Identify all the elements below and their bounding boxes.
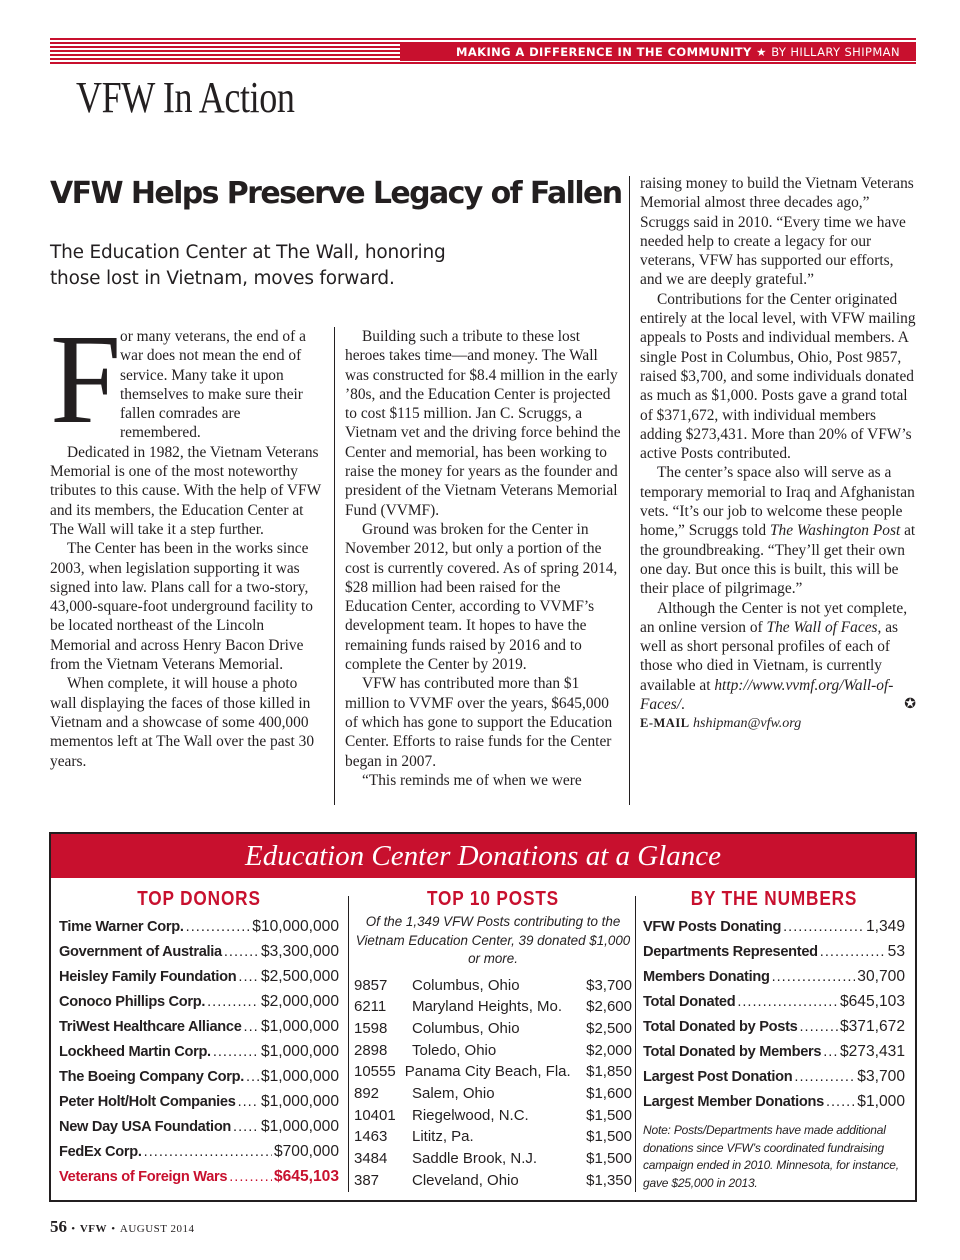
by-numbers-note: Note: Posts/Departments have made additional donations since VFW’s coordinated fundraising campaign ended in 2010. Minnesota, for instance, gave $25,000 in 2013. [643,1123,899,1190]
row-value: 30,700 [857,968,905,985]
row-value: $2,000,000 [260,993,339,1010]
post-number: 10555 [354,1063,396,1081]
row-label: FedEx Corp. [59,1144,142,1160]
row-value: $2,500,000 [260,968,339,985]
row-value: $645,103 [839,993,905,1010]
dot-leader [244,1015,259,1040]
row-label: Departments Represented [643,944,818,960]
row-value: $371,672 [839,1018,905,1035]
list-row [643,1089,905,1114]
email-label: E-MAIL [640,716,690,731]
list-row [59,1064,339,1089]
magazine-name: VFW [79,1223,108,1235]
dot-leader [794,1065,855,1090]
list-row [643,1014,905,1039]
end-mark-icon: ✪ [904,697,916,713]
email-link[interactable]: hshipman@vfw.org [693,716,802,732]
post-number: 6211 [354,998,387,1016]
article-headline: VFW Helps Preserve Legacy of Fallen [50,176,622,211]
post-row [354,1018,632,1040]
paragraph: VFW has contributed more than $1 million to VVMF over the years, $645,000 of which has gone to support the Education Center. Efforts to raise funds for the Center began in 2007. [345,675,613,770]
post-city: Columbus, Ohio [412,976,520,994]
post-city: Saddle Brook, N.J. [412,1150,538,1167]
list-row [59,989,339,1014]
post-city: Salem, Ohio [412,1084,495,1102]
row-label: Members Donating [643,969,770,985]
row-value: $645,103 [273,1168,339,1185]
row-label: VFW Posts Donating [643,919,782,935]
post-row [354,1083,632,1105]
dot-leader [783,915,864,940]
post-city: Panama City Beach, Fla. [404,1063,571,1081]
top-donors-list [59,886,339,1189]
post-amount: $2,000 [586,1041,632,1059]
wall-of-faces-link[interactable]: http://www.vvmf.org/Wall-of-Faces/ [640,676,894,714]
paragraph: or many veterans, the end of a war does not mean the end of service. Many take it upon themselves to make sure their fallen comrades are remembered. [120,328,306,442]
dot-leader [246,1065,259,1090]
section-title: VFW In Action [76,73,295,122]
row-label: Government of Australia [59,944,222,960]
paragraph: The Center has been in the works since 2003, when legislation supporting it was signed into law. Plans call for a two-story, 43,000-square-foot underground facility to be located northeast of the Lincoln Memorial and across Henry Bacon Drive from the Vietnam Veterans Memorial. [50,540,314,674]
post-number: 2898 [354,1041,388,1059]
dot-leader [229,1165,272,1190]
post-amount: $3,700 [586,976,632,994]
post-row [354,996,632,1018]
dot-leader [207,990,259,1015]
post-number: 1598 [354,1019,388,1037]
dot-leader [820,940,886,965]
star-icon: ★ [756,45,767,59]
list-row [59,1039,339,1064]
top-posts-heading: TOP 10 POSTS [426,888,560,910]
post-amount: $1,500 [586,1150,632,1167]
row-label: Total Donated by Posts [643,1019,798,1035]
top-donors-heading: TOP DONORS [137,888,261,910]
post-amount: $1,500 [586,1106,632,1124]
post-number: 9857 [354,976,388,994]
row-label: Veterans of Foreign Wars [59,1169,228,1185]
dot-leader [800,1015,838,1040]
paragraph: Ground was broken for the Center in November 2012, but only a portion of the cost is currently covered. As of spring 2014, $28 million had been raised for the Education Center, according to VVMF’s development team. It hopes to have the remaining funds raised by 2016 and to complete the Center by 2019. [345,520,618,674]
row-label: New Day USA Foundation [59,1119,232,1135]
by-numbers-heading: BY THE NUMBERS [690,888,858,910]
row-value: $1,000 [857,1093,905,1110]
list-row [59,1089,339,1114]
row-value: $1,000,000 [260,1118,339,1135]
post-row [354,1170,632,1192]
post-amount: $2,600 [586,998,632,1016]
issue-date: AUGUST 2014 [119,1223,195,1235]
row-label: Conoco Phillips Corp. [59,994,206,1010]
page-number: 56 [50,1217,67,1236]
post-row [354,1126,632,1148]
publication-name: The Washington Post [769,522,901,540]
paragraph: raising money to build the Vietnam Veterans Memorial almost three decades ago,” Scruggs said in 2010. “Every time we have needed help to create a legacy for our veterans, VFW has supported our efforts, and we are deeply grateful.” [640,175,914,289]
row-label: Time Warner Corp. [59,919,184,935]
post-number: 1463 [354,1128,388,1146]
top-posts-list [354,886,632,1191]
post-number: 387 [354,1171,380,1189]
post-row [354,1061,632,1083]
post-amount: $2,500 [586,1019,632,1037]
row-label: Lockheed Martin Corp. [59,1044,211,1060]
row-label: Peter Holt/Holt Companies [59,1094,236,1110]
article-deck: The Education Center at The Wall, honoring those lost in Vietnam, moves forward. [50,242,446,289]
page-footer: 56 • VFW • AUGUST 2014 [50,1217,195,1236]
list-row [643,1039,905,1064]
row-value: $1,000,000 [260,1093,339,1110]
row-value: $10,000,000 [252,918,339,935]
post-amount: $1,350 [586,1171,632,1189]
row-value: $3,700 [857,1068,905,1085]
paragraph: Dedicated in 1982, the Vietnam Veterans Memorial is one of the most noteworthy tributes to this cause. With the help of VFW and its members, the Education Center at The Wall will take it a step further. [50,443,321,538]
row-value: $1,000,000 [260,1043,339,1060]
row-value: 1,349 [865,918,905,935]
top-posts-note: Of the 1,349 VFW Posts contributing to the Vietnam Education Center, 39 donated $1,000 or more. [355,914,631,966]
row-label: Heisley Family Foundation [59,969,237,985]
row-label: Largest Post Donation [643,1069,793,1085]
dot-leader [823,1040,838,1065]
by-numbers-list [643,886,905,1192]
row-value: $3,300,000 [260,943,339,960]
row-label: The Boeing Company Corp. [59,1069,244,1085]
post-row [354,1148,632,1170]
list-row [643,914,905,939]
paragraph: When complete, it will house a photo wall displaying the faces of those killed in Vietnam and a showcase of some 400,000 mementos left at The Wall over the past 30 years. [50,675,315,770]
author-email [640,714,916,733]
dot-leader [186,915,251,940]
post-city: Cleveland, Ohio [412,1171,519,1189]
sidebar-divider [348,896,349,1192]
post-city: Riegelwood, N.C. [412,1106,529,1124]
dot-leader [224,940,259,965]
article-column-2 [345,327,621,790]
byline: BY HILLARY SHIPMAN [771,45,900,59]
list-row [59,1139,339,1164]
section-tag-text: MAKING A DIFFERENCE IN THE COMMUNITY [456,45,752,59]
list-row [643,1064,905,1089]
list-row [59,939,339,964]
list-row [59,914,339,939]
top-stripe-banner [50,38,916,66]
row-value: 53 [887,943,905,960]
post-city: Lititz, Pa. [412,1128,474,1146]
dot-leader [737,990,838,1015]
dot-leader [826,1090,855,1115]
post-number: 10401 [354,1106,396,1124]
paragraph: The center’s space also will serve as a temporary memorial to Iraq and Afghanistan vets. “It’s our job to welcome these people home,” Scruggs told The Washington Post at the groundbreaking. “They’ll get their own one day. But once this is built, this will be their place of pilgrimage.” [640,464,916,598]
dot-leader [213,1040,259,1065]
list-row [59,1114,339,1139]
row-label: Total Donated by Members [643,1044,822,1060]
list-row [643,939,905,964]
list-row [643,964,905,989]
column-rule [334,327,335,805]
column-rule [629,176,630,805]
dot-leader [238,1090,259,1115]
list-row [59,964,339,989]
article-column-3 [640,174,916,734]
dot-leader [772,965,856,990]
list-row [643,989,905,1014]
paragraph: “This reminds me of when we were [362,771,582,789]
drop-cap: F [50,308,122,450]
row-label: Largest Member Donations [643,1094,824,1110]
post-row [354,975,632,997]
section-tag [400,43,916,61]
dot-leader [238,965,259,990]
post-city: Toledo, Ohio [412,1041,497,1059]
sidebar-divider [635,896,636,1192]
paragraph: Although the Center is not yet complete, an online version of The Wall of Faces, as well as short personal profiles of each of those who died in Vietnam, is currently available at http://www.vvmf.org/Wall-of-Faces/. ✪ [640,599,916,714]
row-value: $1,000,000 [260,1018,339,1035]
post-row [354,1040,632,1062]
list-row [59,1164,339,1189]
paragraph: Contributions for the Center originated entirely at the local level, with VFW mailing appeals to Posts and individual members. A single Post in Columbus, Ohio, Post 9857, raised $3,700, and some individuals donated as much as $1,000. Posts gave a grand total of $371,672, with individual members adding $273,431. More than 20% of VFW’s active Posts contributed. [640,290,916,463]
donations-sidebar [49,832,917,1202]
post-number: 3484 [354,1150,388,1167]
site-name: The Wall of Faces [766,618,878,636]
post-amount: $1,500 [586,1128,632,1146]
dot-leader [144,1140,272,1165]
row-label: Total Donated [643,994,736,1010]
article-column-1 [50,308,325,771]
post-city: Maryland Heights, Mo. [411,998,563,1016]
row-value: $273,431 [839,1043,905,1060]
row-label: TriWest Healthcare Alliance [59,1019,242,1035]
row-value: $1,000,000 [260,1068,339,1085]
list-row [59,1014,339,1039]
sidebar-title: Education Center Donations at a Glance [51,834,915,878]
post-amount: $1,850 [586,1063,632,1081]
post-number: 892 [354,1084,380,1102]
post-amount: $1,600 [586,1084,632,1102]
dot-leader [233,1115,259,1140]
post-city: Columbus, Ohio [412,1019,520,1037]
row-value: $700,000 [273,1143,339,1160]
paragraph: Building such a tribute to these lost heroes takes time—and money. The Wall was constructed for $8.4 million in the early ’80s, and the Education Center is projected to cost $115 million. Jan C. Scruggs, a Vietnam vet and the driving force behind the Center and memorial, has been working to raise the money for years as the founder and president of the Vietnam Veterans Memorial Fund (VVMF). [345,328,621,519]
post-row [354,1105,632,1127]
